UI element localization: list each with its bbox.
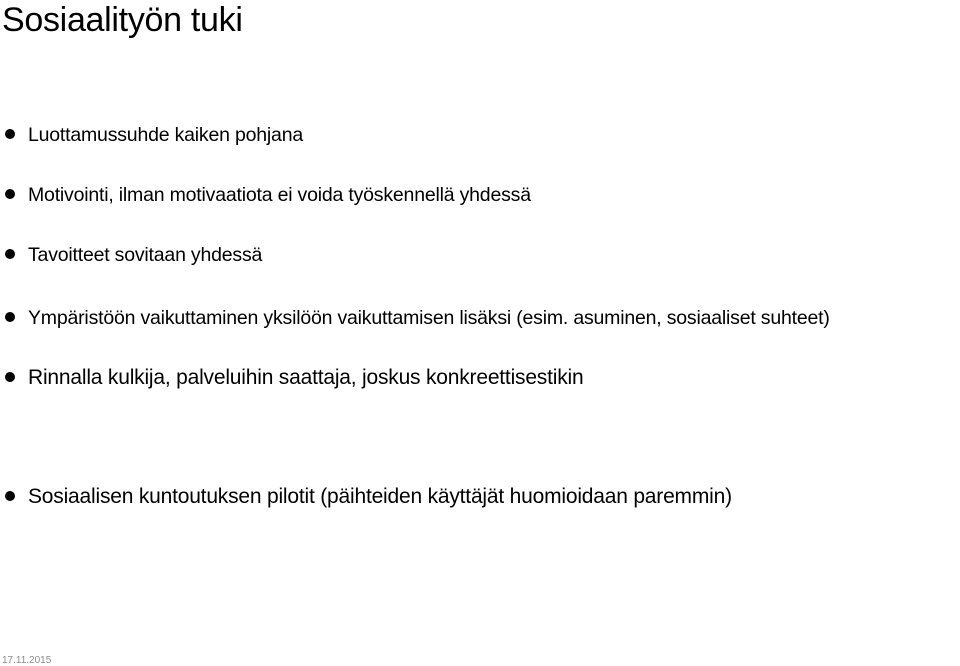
bullet-icon bbox=[5, 249, 15, 259]
bullet-icon bbox=[5, 372, 15, 382]
bullet-icon bbox=[5, 189, 15, 199]
slide-title: Sosiaalityön tuki bbox=[2, 1, 243, 39]
bullet-text: Sosiaalisen kuntoutuksen pilotit (päihteiden käyttäjät huomioidaan paremmin) bbox=[28, 485, 732, 508]
bullet-text: Ympäristöön vaikuttaminen yksilöön vaikuttamisen lisäksi (esim. asuminen, sosiaaliset suhteet) bbox=[28, 307, 830, 329]
bullet-item bbox=[0, 482, 960, 512]
bullet-icon bbox=[5, 491, 15, 501]
bullet-text: Motivointi, ilman motivaatiota ei voida työskennellä yhdessä bbox=[28, 184, 531, 206]
bullet-item bbox=[0, 240, 960, 270]
bullet-icon bbox=[5, 312, 15, 322]
bullet-icon bbox=[5, 129, 15, 139]
bullet-text: Luottamussuhde kaiken pohjana bbox=[28, 124, 303, 146]
footer-date: 17.11.2015 bbox=[2, 655, 52, 666]
bullet-text: Rinnalla kulkija, palveluihin saattaja, joskus konkreettisestikin bbox=[28, 366, 584, 389]
bullet-item bbox=[0, 120, 960, 150]
bullet-item bbox=[0, 180, 960, 210]
bullet-item bbox=[0, 363, 960, 393]
bullet-item bbox=[0, 303, 960, 333]
bullet-text: Tavoitteet sovitaan yhdessä bbox=[28, 244, 263, 266]
